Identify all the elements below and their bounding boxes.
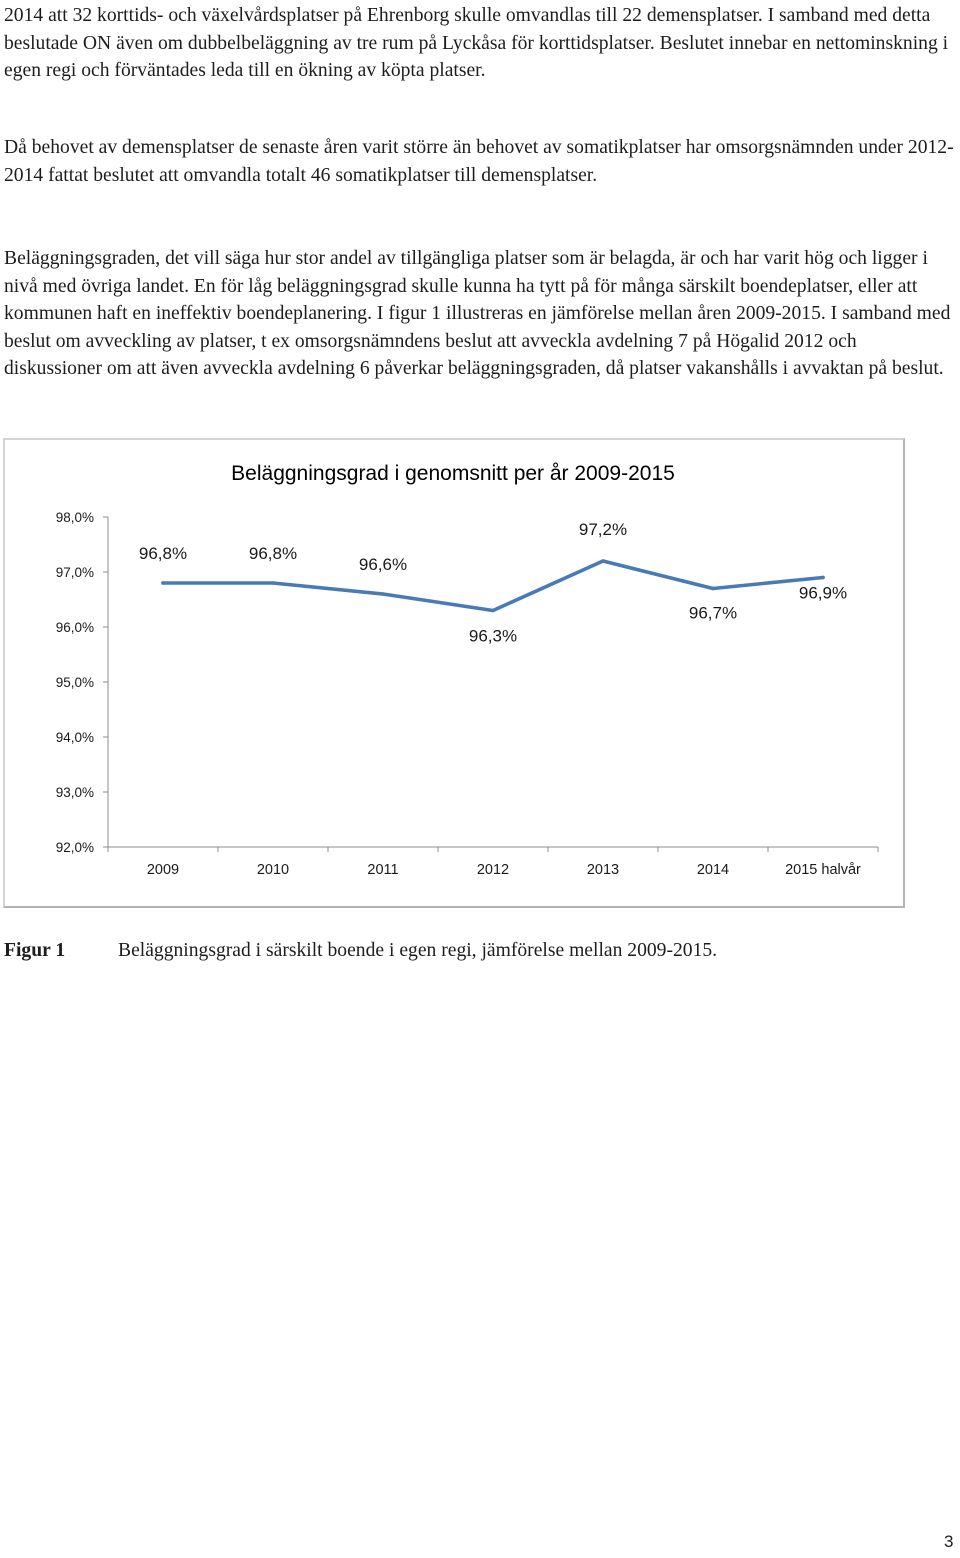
chart-container	[3, 438, 905, 908]
paragraph-2: Då behovet av demensplatser de senaste åren varit större än behovet av somatikplatser har omsorgsnämnden under 2012-2014 fattat beslutet att omvandla totalt 46 somatikplatser till demensplatser.	[4, 137, 954, 186]
data-point	[491, 609, 495, 613]
data-point	[161, 581, 165, 585]
data-label: 96,9%	[798, 583, 848, 603]
x-tick-label: 2015 halvår	[785, 862, 861, 878]
y-tick-label: 92,0%	[55, 840, 94, 855]
x-tick-label: 2013	[586, 862, 620, 878]
data-label: 96,7%	[688, 603, 738, 623]
data-label: 96,8%	[138, 544, 188, 563]
chart-title: Beläggningsgrad i genomsnitt per år 2009-2015	[231, 462, 675, 485]
x-tick-label: 2012	[476, 862, 510, 878]
figure-caption-text: Beläggningsgrad i särskilt boende i egen regi, jämförelse mellan 2009-2015.	[118, 940, 718, 961]
y-tick-label: 96,0%	[55, 620, 94, 635]
y-tick-label: 98,0%	[55, 510, 94, 525]
data-point	[381, 592, 385, 596]
paragraph-3: Beläggningsgraden, det vill säga hur stor andel av tillgängliga platser som är belagda, är och har varit hög och ligger i nivå med övriga landet. En för låg beläggningsgrad skulle kunna ha tytt på för många särskilt boendeplatser, eller att kommunen haft en ineffektiv boendeplanering. I figur 1 illustreras en jämförelse mellan åren 2009-2015. I samband med beslut om avveckling av platser, t ex omsorgsnämndens beslut att avveckla avdelning 7 på Högalid 2012 och diskussioner om att även avveckla avdelning 6 påverkar beläggningsgraden, då platser vakanshålls i avvaktan på beslut.	[4, 248, 951, 379]
data-point	[821, 576, 825, 580]
y-tick-label: 94,0%	[55, 730, 94, 745]
data-label: 96,8%	[248, 544, 298, 563]
data-label: 97,2%	[578, 520, 628, 539]
x-tick-label: 2010	[256, 862, 290, 878]
page-number: 3	[944, 1532, 954, 1551]
data-label: 96,6%	[358, 555, 408, 574]
data-label: 96,3%	[468, 626, 518, 646]
paragraph-1: 2014 att 32 korttids- och växelvårdsplatser på Ehrenborg skulle omvandlas till 22 demensplatser. I samband med detta beslutade ON även om dubbelbeläggning av tre rum på Lyckåsa för korttidsplatser. Beslutet innebar en nettominskning i egen regi och förväntades leda till en ökning av köpta platser.	[4, 5, 949, 81]
y-tick-label: 93,0%	[55, 785, 94, 800]
y-tick-label: 95,0%	[55, 675, 94, 690]
line-chart	[5, 440, 903, 906]
y-tick-label: 97,0%	[55, 565, 94, 580]
figure-caption-label: Figur 1	[4, 940, 66, 961]
x-tick-label: 2014	[696, 862, 730, 878]
data-point	[601, 559, 605, 563]
x-tick-label: 2009	[146, 862, 180, 878]
data-point	[711, 587, 715, 591]
x-tick-label: 2011	[367, 862, 399, 878]
data-point	[271, 581, 275, 585]
